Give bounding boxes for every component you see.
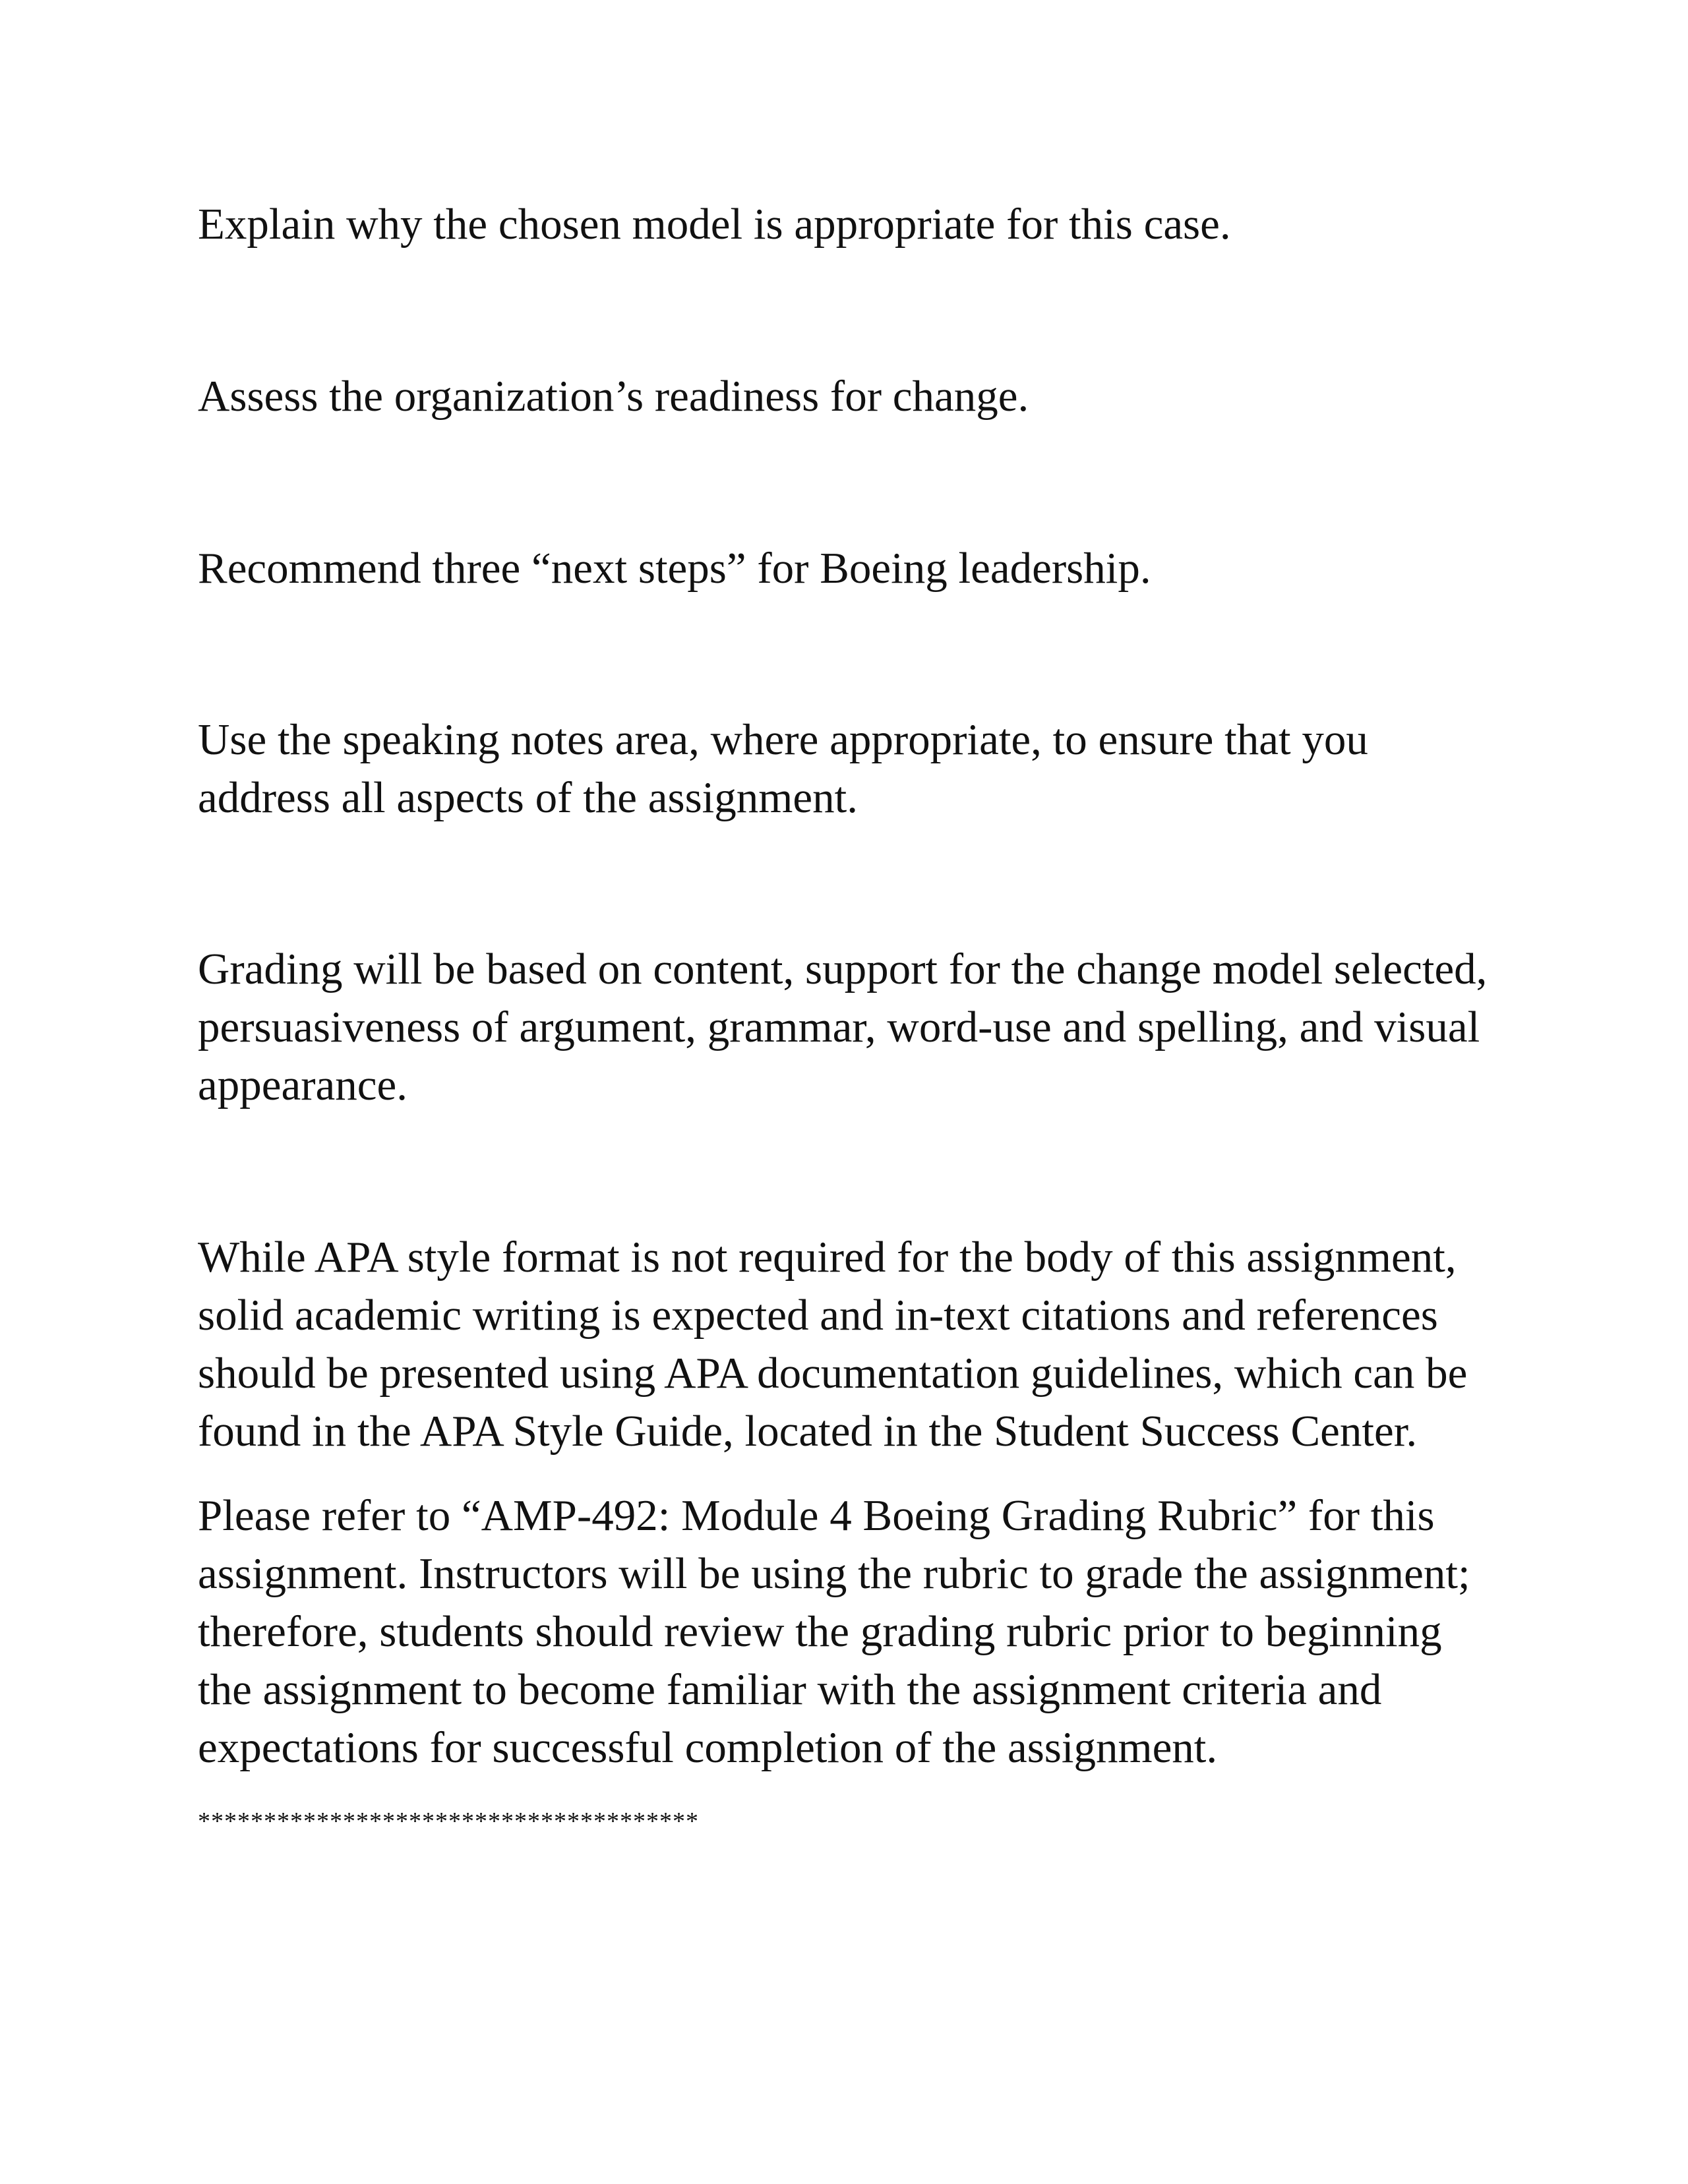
instruction-explain-model: Explain why the chosen model is appropriate for this case. — [198, 200, 1231, 249]
rubric-reference-paragraph: Please refer to “AMP-492: Module 4 Boeing Grading Rubric” for this assignment. Instructors will be using the rubric to grade the assignment; therefore, students should review the grading rubric prior to beginning the assignment to become familiar with the assignment criteria and expectations for successful completion of the assignment. — [198, 1491, 1470, 1772]
instruction-speaking-notes: Use the speaking notes area, where appropriate, to ensure that you address all aspects of the assignment. — [198, 715, 1368, 822]
instruction-recommend-next-steps: Recommend three “next steps” for Boeing leadership. — [198, 544, 1151, 593]
asterisk-separator: ************************************** — [198, 1808, 699, 1835]
apa-style-paragraph: While APA style format is not required for the body of this assignment, solid academic writing is expected and in-text citations and references should be presented using APA documentation guidelines, which can be found in the APA Style Guide, located in the Student Success Center. — [198, 1233, 1468, 1456]
instruction-assess-readiness: Assess the organization’s readiness for change. — [198, 372, 1029, 421]
grading-criteria-paragraph: Grading will be based on content, support for the change model selected, persuasiveness of argument, grammar, word-use and spelling, and visual appearance. — [198, 945, 1488, 1109]
